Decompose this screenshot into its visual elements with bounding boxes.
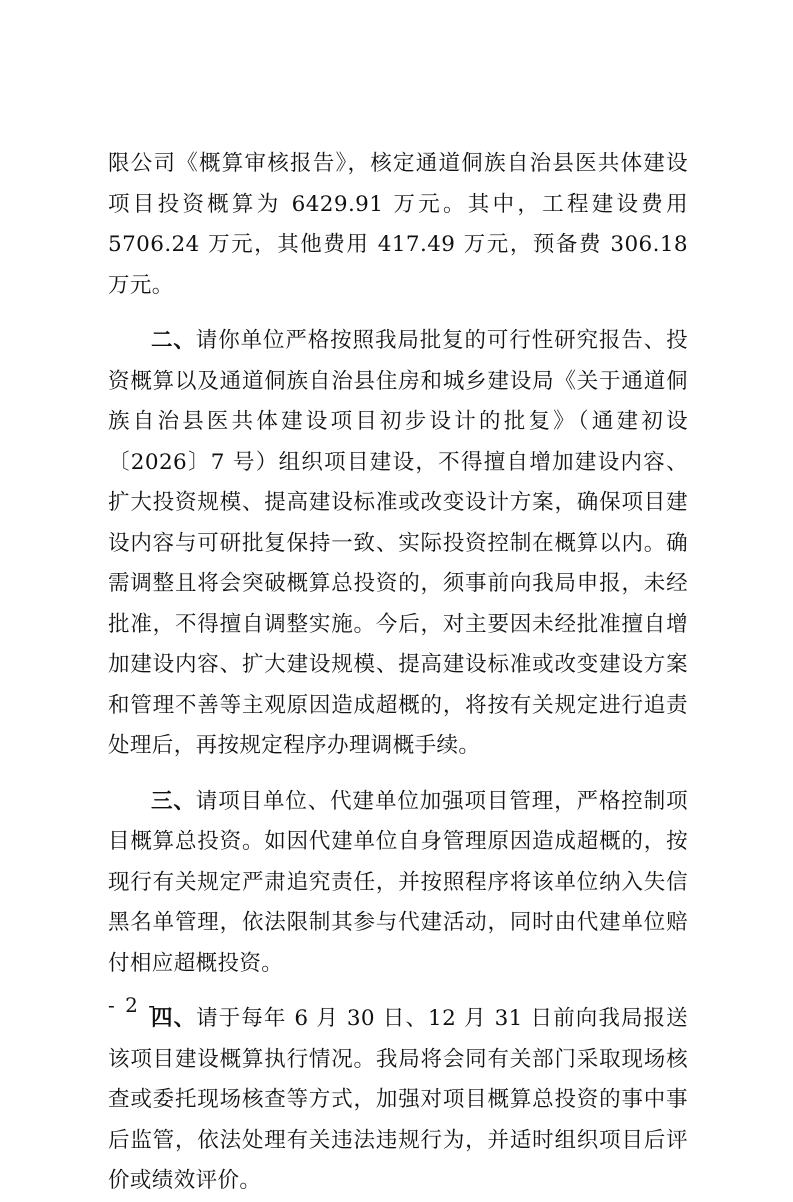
page-number: - 2 - <box>108 993 157 1017</box>
paragraph-investment-estimate <box>108 144 688 306</box>
paragraph-text: 请项目单位、代建单位加强项目管理，严格控制项目概算总投资。如因代建单位自身管理原因造成超概的，按现行有关规定严肃追究责任，并按照程序将该单位纳入失信黑名单管理，依法限制其参与代建活动，同时由代建单位赔付相应超概投资。 <box>108 788 688 976</box>
item-number-two: 二、 <box>151 328 196 353</box>
document-body <box>108 144 688 1202</box>
paragraph-text: 限公司《概算审核报告》，核定通道侗族自治县医共体建设项目投资概算为 6429.91 万元。其中，工程建设费用 5706.24 万元，其他费用 417.49 万元，预备费 306.18 万元。 <box>108 151 688 298</box>
item-number-three: 三、 <box>151 788 196 814</box>
paragraph-item-four <box>108 999 688 1202</box>
item-number-four: 四、 <box>151 1006 197 1031</box>
paragraph-item-three <box>108 782 688 985</box>
paragraph-text: 请你单位严格按照我局批复的可行性研究报告、投资概算以及通道侗族自治县住房和城乡建设局《关于通道侗族自治县医共体建设项目初步设计的批复》（通建初设〔2026〕7 号）组织项目建设，不得擅自增加建设内容、扩大投资规模、提高建设标准或改变设计方案，确保项目建设内容与可研批复保持一致、实际投资控制在概算以内。确需调整且将会突破概算总投资的，须事前向我局申报，未经批准，不得擅自调整实施。今后，对主要因未经批准擅自增加建设内容、扩大建设规模、提高建设标准或改变建设方案和管理不善等主观原因造成超概的，将按有关规定进行追责处理后，再按规定程序办理调概手续。 <box>108 328 688 758</box>
paragraph-item-two <box>108 321 688 767</box>
paragraph-text: 请于每年 6 月 30 日、12 月 31 日前向我局报送该项目建设概算执行情况。我局将会同有关部门采取现场核查或委托现场核查等方式，加强对项目概算总投资的事中事后监管，依法处理有关违法违规行为，并适时组织项目后评价或绩效评价。 <box>108 1006 688 1193</box>
